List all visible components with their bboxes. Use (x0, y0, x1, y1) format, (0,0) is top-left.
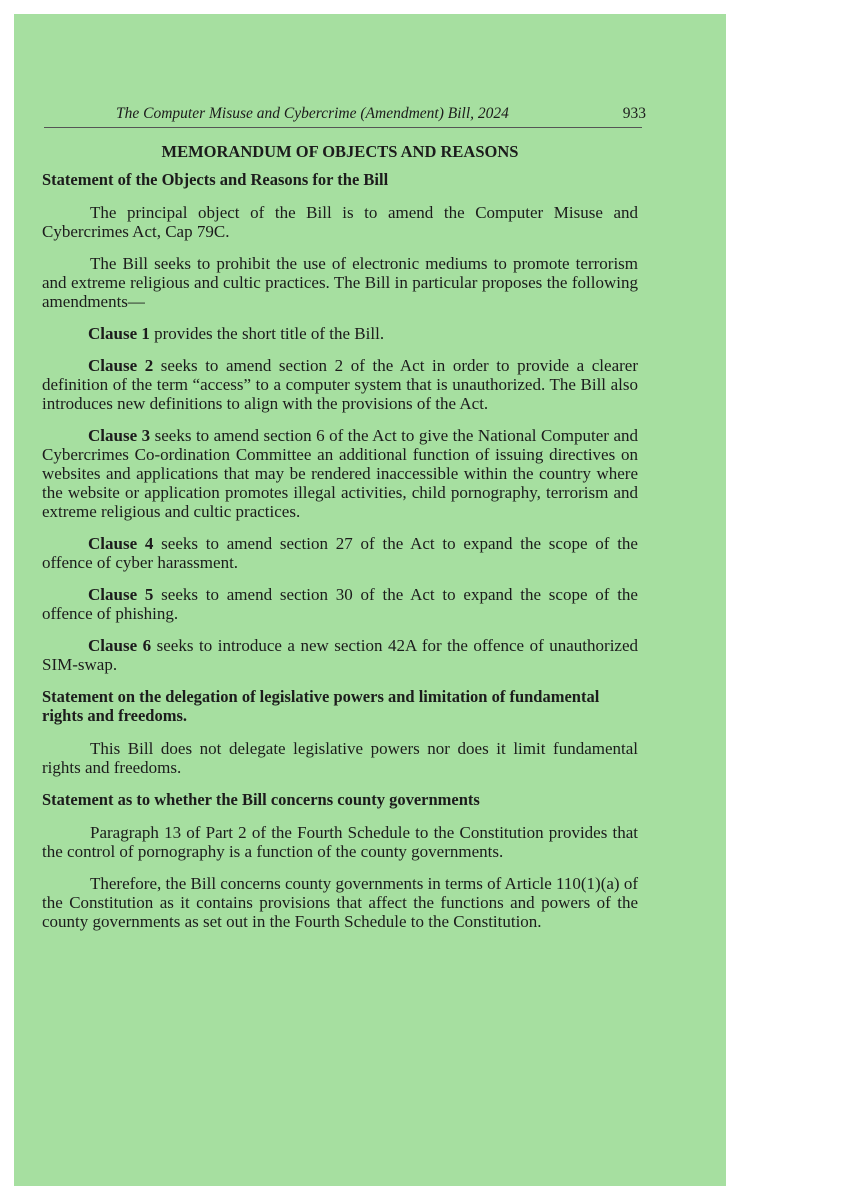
clause-text: seeks to amend section 27 of the Act to expand the scope of the offence of cyber harassment. (42, 534, 638, 572)
clause-label: Clause 4 (88, 534, 154, 553)
memorandum-body (42, 142, 638, 944)
clause-label: Clause 6 (88, 636, 152, 655)
paragraph-delegation: This Bill does not delegate legislative powers nor does it limit fundamental rights and freedoms. (42, 739, 638, 777)
clause-text: seeks to amend section 6 of the Act to give the National Computer and Cybercrimes Co-ordination Committee an additional function of issuing directives on websites and applications that may be rendered inaccessible within the country where the website or application promotes illegal activities, child pornography, terrorism and extreme religious and cultic practices. (42, 426, 638, 521)
header-rule (44, 127, 642, 128)
clause-text: seeks to introduce a new section 42A for the offence of unauthorized SIM-swap. (42, 636, 639, 674)
page-number: 933 (622, 105, 646, 122)
clause-paragraph (42, 356, 638, 413)
paragraph-therefore: Therefore, the Bill concerns county governments in terms of Article 110(1)(a) of the Constitution as it contains provisions that affect the functions and powers of the county governments as set out in the Fourth Schedule to the Constitution. (42, 874, 638, 931)
paragraph-principal-object: The principal object of the Bill is to amend the Computer Misuse and Cybercrimes Act, Cap 79C. (42, 203, 638, 241)
clause-text: seeks to amend section 2 of the Act in order to provide a clearer definition of the term “access” to a computer system that is unauthorized. The Bill also introduces new definitions to align with the provisions of the Act. (42, 356, 638, 413)
clause-paragraph (42, 585, 638, 623)
clause-paragraph (42, 534, 638, 572)
paragraph-fourth-schedule: Paragraph 13 of Part 2 of the Fourth Schedule to the Constitution provides that the control of pornography is a function of the county governments. (42, 823, 638, 861)
clause-text: seeks to amend section 30 of the Act to expand the scope of the offence of phishing. (42, 585, 638, 623)
clause-label: Clause 2 (88, 356, 154, 375)
clause-text: provides the short title of the Bill. (149, 324, 385, 343)
heading-delegation: Statement on the delegation of legislative powers and limitation of fundamental rights and freedoms. (42, 687, 600, 725)
clause-label: Clause 1 (88, 324, 150, 343)
heading-objects-reasons: Statement of the Objects and Reasons for the Bill (42, 170, 389, 189)
running-header (116, 105, 646, 127)
clause-label: Clause 3 (88, 426, 151, 445)
memorandum-title: MEMORANDUM OF OBJECTS AND REASONS (161, 142, 519, 161)
clause-paragraph (42, 324, 638, 343)
clause-label: Clause 5 (88, 585, 154, 604)
heading-county-governments: Statement as to whether the Bill concerns county governments (42, 790, 480, 809)
running-title: The Computer Misuse and Cybercrime (Amendment) Bill, 2024 (116, 105, 509, 122)
paragraph-bill-seeks: The Bill seeks to prohibit the use of electronic mediums to promote terrorism and extreme religious and cultic practices. The Bill in particular proposes the following amendments— (42, 254, 638, 311)
clause-paragraph (42, 426, 638, 521)
clause-paragraph (42, 636, 638, 674)
